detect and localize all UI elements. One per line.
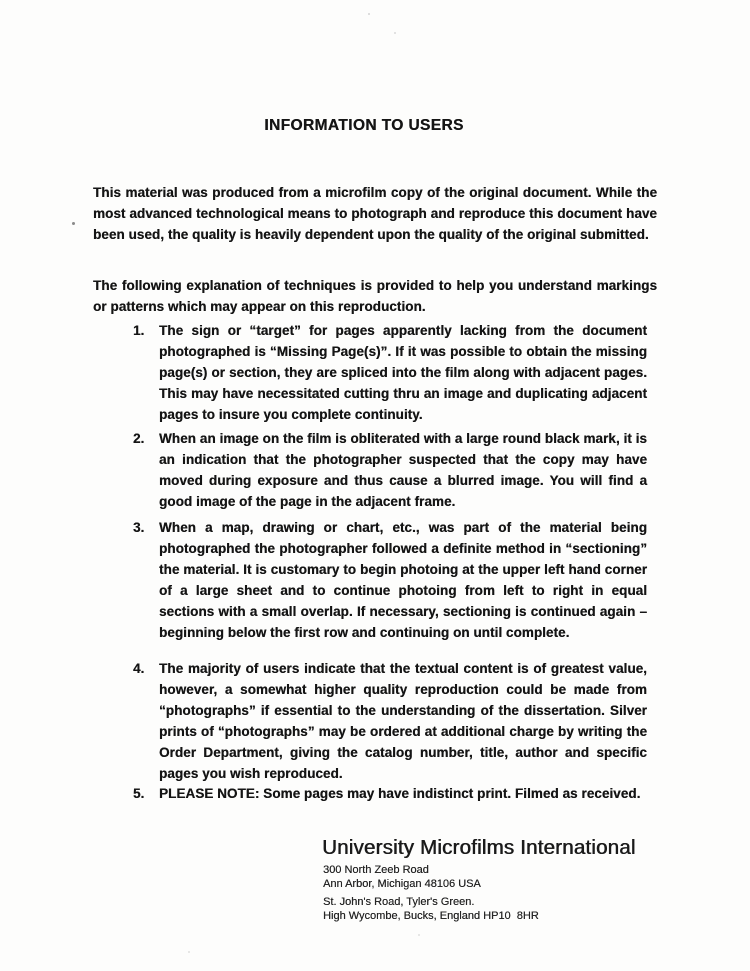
list-item-text: When an image on the film is obliterated with a large round black mark, it is an indication that the photographer suspected that the copy may have moved during exposure and thus cause a blurred image. You will find a good image of the page in the adjacent frame.: [159, 431, 647, 509]
scan-speck: [394, 32, 396, 34]
list-item-number: 4.: [133, 661, 145, 676]
scan-speck: [188, 951, 190, 953]
list-item-text: PLEASE NOTE: Some pages may have indistinct print. Filmed as received.: [159, 786, 641, 801]
list-item-text: The sign or “target” for pages apparently lacking from the document photographed is “Missing Page(s)”. If it was possible to obtain the missing page(s) or section, they are spliced into the film along with adjacent pages. This may have necessitated cutting thru an image and duplicating adjacent pages to insure you complete continuity.: [159, 323, 647, 422]
intro-paragraph-1: This material was produced from a microfilm copy of the original document. While the most advanced technological means to photograph and reproduce this document have been used, the quality is heavily dependent upon the quality of the original submitted.: [93, 184, 657, 242]
document-title: INFORMATION TO USERS: [264, 117, 464, 134]
list-item-text: The majority of users indicate that the textual content is of greatest value, however, a somewhat higher quality reproduction could be made from “photographs” if essential to the understanding of the dissertation. Silver prints of “photographs” may be ordered at additional charge by writing the Order Department, giving the catalog number, title, author and specific pages you wish reproduced.: [159, 661, 647, 781]
publisher-address-line: High Wycombe, Bucks, England HP10 8HR: [323, 909, 539, 922]
list-item-2: [133, 428, 647, 512]
list-item-number: 5.: [133, 786, 145, 801]
list-item-number: 1.: [133, 323, 145, 338]
publisher-address-line: Ann Arbor, Michigan 48106 USA: [323, 878, 481, 890]
list-item-text: When a map, drawing or chart, etc., was part of the material being photographed the photographer followed a definite method in “sectioning” the material. It is customary to begin photoing at the upper left hand corner of a large sheet and to continue photoing from left to right in equal sections with a small overlap. If necessary, sectioning is continued again – beginning below the first row and continuing on until complete.: [159, 520, 647, 640]
intro-paragraph-2: The following explanation of techniques is provided to help you understand markings or patterns which may appear on this reproduction.: [93, 277, 657, 314]
publisher-name: University Microfilms International: [322, 836, 636, 859]
list-item-number: 2.: [133, 431, 145, 446]
list-item-number: 3.: [133, 520, 145, 535]
list-item-1: [133, 320, 647, 425]
scan-speck: [368, 13, 370, 15]
publisher-address-line: 300 North Zeeb Road: [323, 864, 429, 876]
publisher-address: [323, 863, 539, 923]
list-item-5: [133, 783, 647, 804]
list-item-3: [133, 517, 647, 643]
scan-speck: [418, 934, 420, 936]
publisher-address-line: St. John's Road, Tyler's Green.: [323, 895, 475, 908]
list-item-4: [133, 658, 647, 784]
scan-speck: [72, 222, 75, 225]
